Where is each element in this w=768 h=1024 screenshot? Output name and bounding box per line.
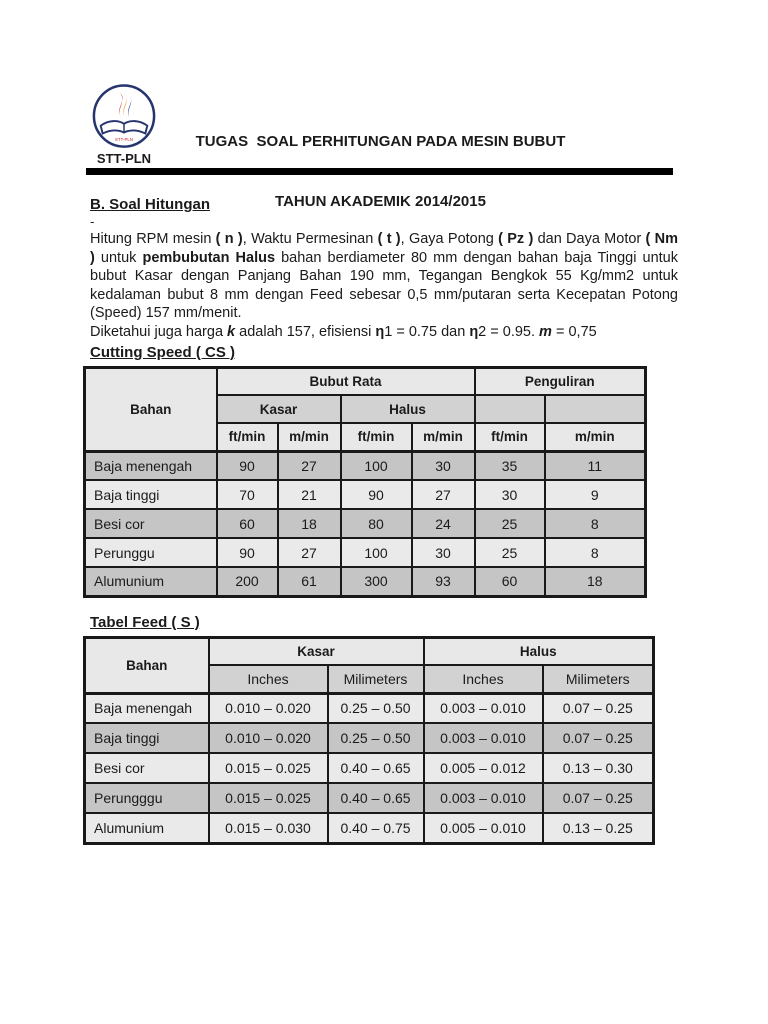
emphasized-text: k: [227, 323, 236, 340]
value-cell: 0.015 – 0.025: [209, 753, 328, 783]
header-cell: ft/min: [341, 423, 412, 451]
header-cell: ft/min: [475, 423, 545, 451]
emphasized-text: ( Nm ): [90, 231, 679, 266]
material-cell: Baja menengah: [85, 451, 217, 480]
header-cell: Inches: [424, 665, 543, 693]
header-cell: Milimeters: [543, 665, 654, 693]
value-cell: 30: [475, 480, 545, 509]
value-cell: 27: [412, 480, 475, 509]
problem-paragraph: [90, 230, 678, 323]
table-row: [85, 783, 654, 813]
value-cell: 0.015 – 0.030: [209, 813, 328, 843]
value-cell: 100: [341, 538, 412, 567]
value-cell: 70: [217, 480, 278, 509]
feed-table: [83, 636, 655, 845]
emphasized-text: ( t ): [377, 231, 401, 247]
value-cell: 0.005 – 0.010: [424, 813, 543, 843]
value-cell: 0.07 – 0.25: [543, 723, 654, 753]
emphasized-text: η: [469, 323, 479, 340]
emphasized-text: m: [539, 323, 552, 340]
emphasized-text: ( Pz ): [498, 231, 534, 247]
value-cell: 0.25 – 0.50: [328, 693, 424, 723]
value-cell: 0.010 – 0.020: [209, 723, 328, 753]
value-cell: 0.40 – 0.75: [328, 813, 424, 843]
value-cell: 0.13 – 0.30: [543, 753, 654, 783]
value-cell: 300: [341, 567, 412, 596]
material-cell: Perungggu: [85, 783, 209, 813]
table-row: [85, 480, 646, 509]
value-cell: 25: [475, 538, 545, 567]
table-row: [85, 538, 646, 567]
value-cell: 0.003 – 0.010: [424, 723, 543, 753]
header-cell: Bahan: [85, 367, 217, 451]
header-cell: Kasar: [209, 637, 424, 665]
feed-table-title: Tabel Feed ( S ): [90, 613, 200, 631]
value-cell: 18: [545, 567, 646, 596]
value-cell: 0.40 – 0.65: [328, 783, 424, 813]
value-cell: 60: [475, 567, 545, 596]
value-cell: 100: [341, 451, 412, 480]
cutting-speed-table: [83, 366, 647, 598]
header-cell: m/min: [278, 423, 341, 451]
table-row: [85, 723, 654, 753]
material-cell: Alumunium: [85, 567, 217, 596]
table-header-row: [85, 637, 654, 665]
value-cell: 35: [475, 451, 545, 480]
material-cell: Besi cor: [85, 753, 209, 783]
header-cell: m/min: [545, 423, 646, 451]
value-cell: 93: [412, 567, 475, 596]
material-cell: Baja menengah: [85, 693, 209, 723]
text-segment: Hitung RPM mesin: [90, 231, 216, 247]
value-cell: 0.07 – 0.25: [543, 783, 654, 813]
material-cell: Besi cor: [85, 509, 217, 538]
value-cell: 27: [278, 538, 341, 567]
header-cell: Halus: [424, 637, 654, 665]
text-segment: dan Daya Motor: [533, 231, 646, 247]
header-cell: m/min: [412, 423, 475, 451]
header-cell: Kasar: [217, 395, 341, 423]
logo-label: STT-PLN: [96, 151, 152, 166]
header-cell: Inches: [209, 665, 328, 693]
value-cell: 90: [217, 538, 278, 567]
value-cell: 90: [217, 451, 278, 480]
table-row: [85, 451, 646, 480]
emphasized-text: pembubutan Halus: [142, 249, 276, 266]
value-cell: 0.25 – 0.50: [328, 723, 424, 753]
title-line-1: TUGAS SOAL PERHITUNGAN PADA MESIN BUBUT: [195, 133, 566, 150]
header-cell: Bahan: [85, 637, 209, 693]
value-cell: 8: [545, 509, 646, 538]
value-cell: 80: [341, 509, 412, 538]
emphasized-text: η: [375, 323, 385, 340]
value-cell: 90: [341, 480, 412, 509]
header-cell: Halus: [341, 395, 475, 423]
header-divider-rule: [86, 168, 673, 175]
material-cell: Alumunium: [85, 813, 209, 843]
value-cell: 18: [278, 509, 341, 538]
header-cell: [475, 395, 545, 423]
value-cell: 0.003 – 0.010: [424, 783, 543, 813]
value-cell: 0.010 – 0.020: [209, 693, 328, 723]
value-cell: 8: [545, 538, 646, 567]
document-body: [90, 196, 678, 845]
text-segment: 2 = 0.95.: [478, 323, 540, 340]
stray-dash: -: [90, 214, 95, 229]
value-cell: 24: [412, 509, 475, 538]
value-cell: 0.07 – 0.25: [543, 693, 654, 723]
table-row: [85, 753, 654, 783]
table-row: [85, 693, 654, 723]
value-cell: 60: [217, 509, 278, 538]
header-cell: ft/min: [217, 423, 278, 451]
value-cell: 21: [278, 480, 341, 509]
table-row: [85, 813, 654, 843]
value-cell: 0.40 – 0.65: [328, 753, 424, 783]
text-segment: bahan berdiameter 80 mm dengan bahan baja Tinggi untuk bubut Kasar dengan Panjang Bahan 190 mm, Tegangan Bengkok 55 Kg/mm2 untuk kedalaman bubut 8 mm dengan Feed sebesar 0,5 mm/putaran serta Kecepatan Potong (Speed) 157 mm/menit.: [90, 249, 678, 322]
value-cell: 27: [278, 451, 341, 480]
cutting-speed-table-title: Cutting Speed ( CS ): [90, 343, 235, 361]
text-segment: Diketahui juga harga: [90, 323, 228, 340]
title-line-2: TAHUN AKADEMIK 2014/2015: [275, 193, 486, 210]
text-segment: = 0,75: [551, 323, 597, 340]
header-cell: [545, 395, 646, 423]
value-cell: 11: [545, 451, 646, 480]
value-cell: 200: [217, 567, 278, 596]
value-cell: 30: [412, 538, 475, 567]
known-values-line: [90, 323, 678, 342]
table-row: [85, 509, 646, 538]
value-cell: 9: [545, 480, 646, 509]
section-heading: B. Soal Hitungan: [90, 196, 210, 213]
table-row: [85, 567, 646, 596]
value-cell: 0.015 – 0.025: [209, 783, 328, 813]
value-cell: 25: [475, 509, 545, 538]
value-cell: 61: [278, 567, 341, 596]
value-cell: 0.13 – 0.25: [543, 813, 654, 843]
value-cell: 0.003 – 0.010: [424, 693, 543, 723]
material-cell: Baja tinggi: [85, 723, 209, 753]
table-header-row: [85, 367, 646, 395]
text-segment: 1 = 0.75 dan: [384, 323, 470, 340]
material-cell: Baja tinggi: [85, 480, 217, 509]
header-cell: Bubut Rata: [217, 367, 475, 395]
emphasized-text: ( n ): [215, 231, 243, 247]
header-cell: Penguliran: [475, 367, 646, 395]
value-cell: 30: [412, 451, 475, 480]
text-segment: adalah 157, efisiensi: [235, 323, 376, 340]
text-segment: , Waktu Permesinan: [242, 231, 378, 247]
material-cell: Perunggu: [85, 538, 217, 567]
logo-inner-text: STT-PLN: [115, 137, 133, 143]
header-cell: Milimeters: [328, 665, 424, 693]
text-segment: untuk: [94, 249, 143, 266]
text-segment: , Gaya Potong: [400, 231, 499, 247]
value-cell: 0.005 – 0.012: [424, 753, 543, 783]
